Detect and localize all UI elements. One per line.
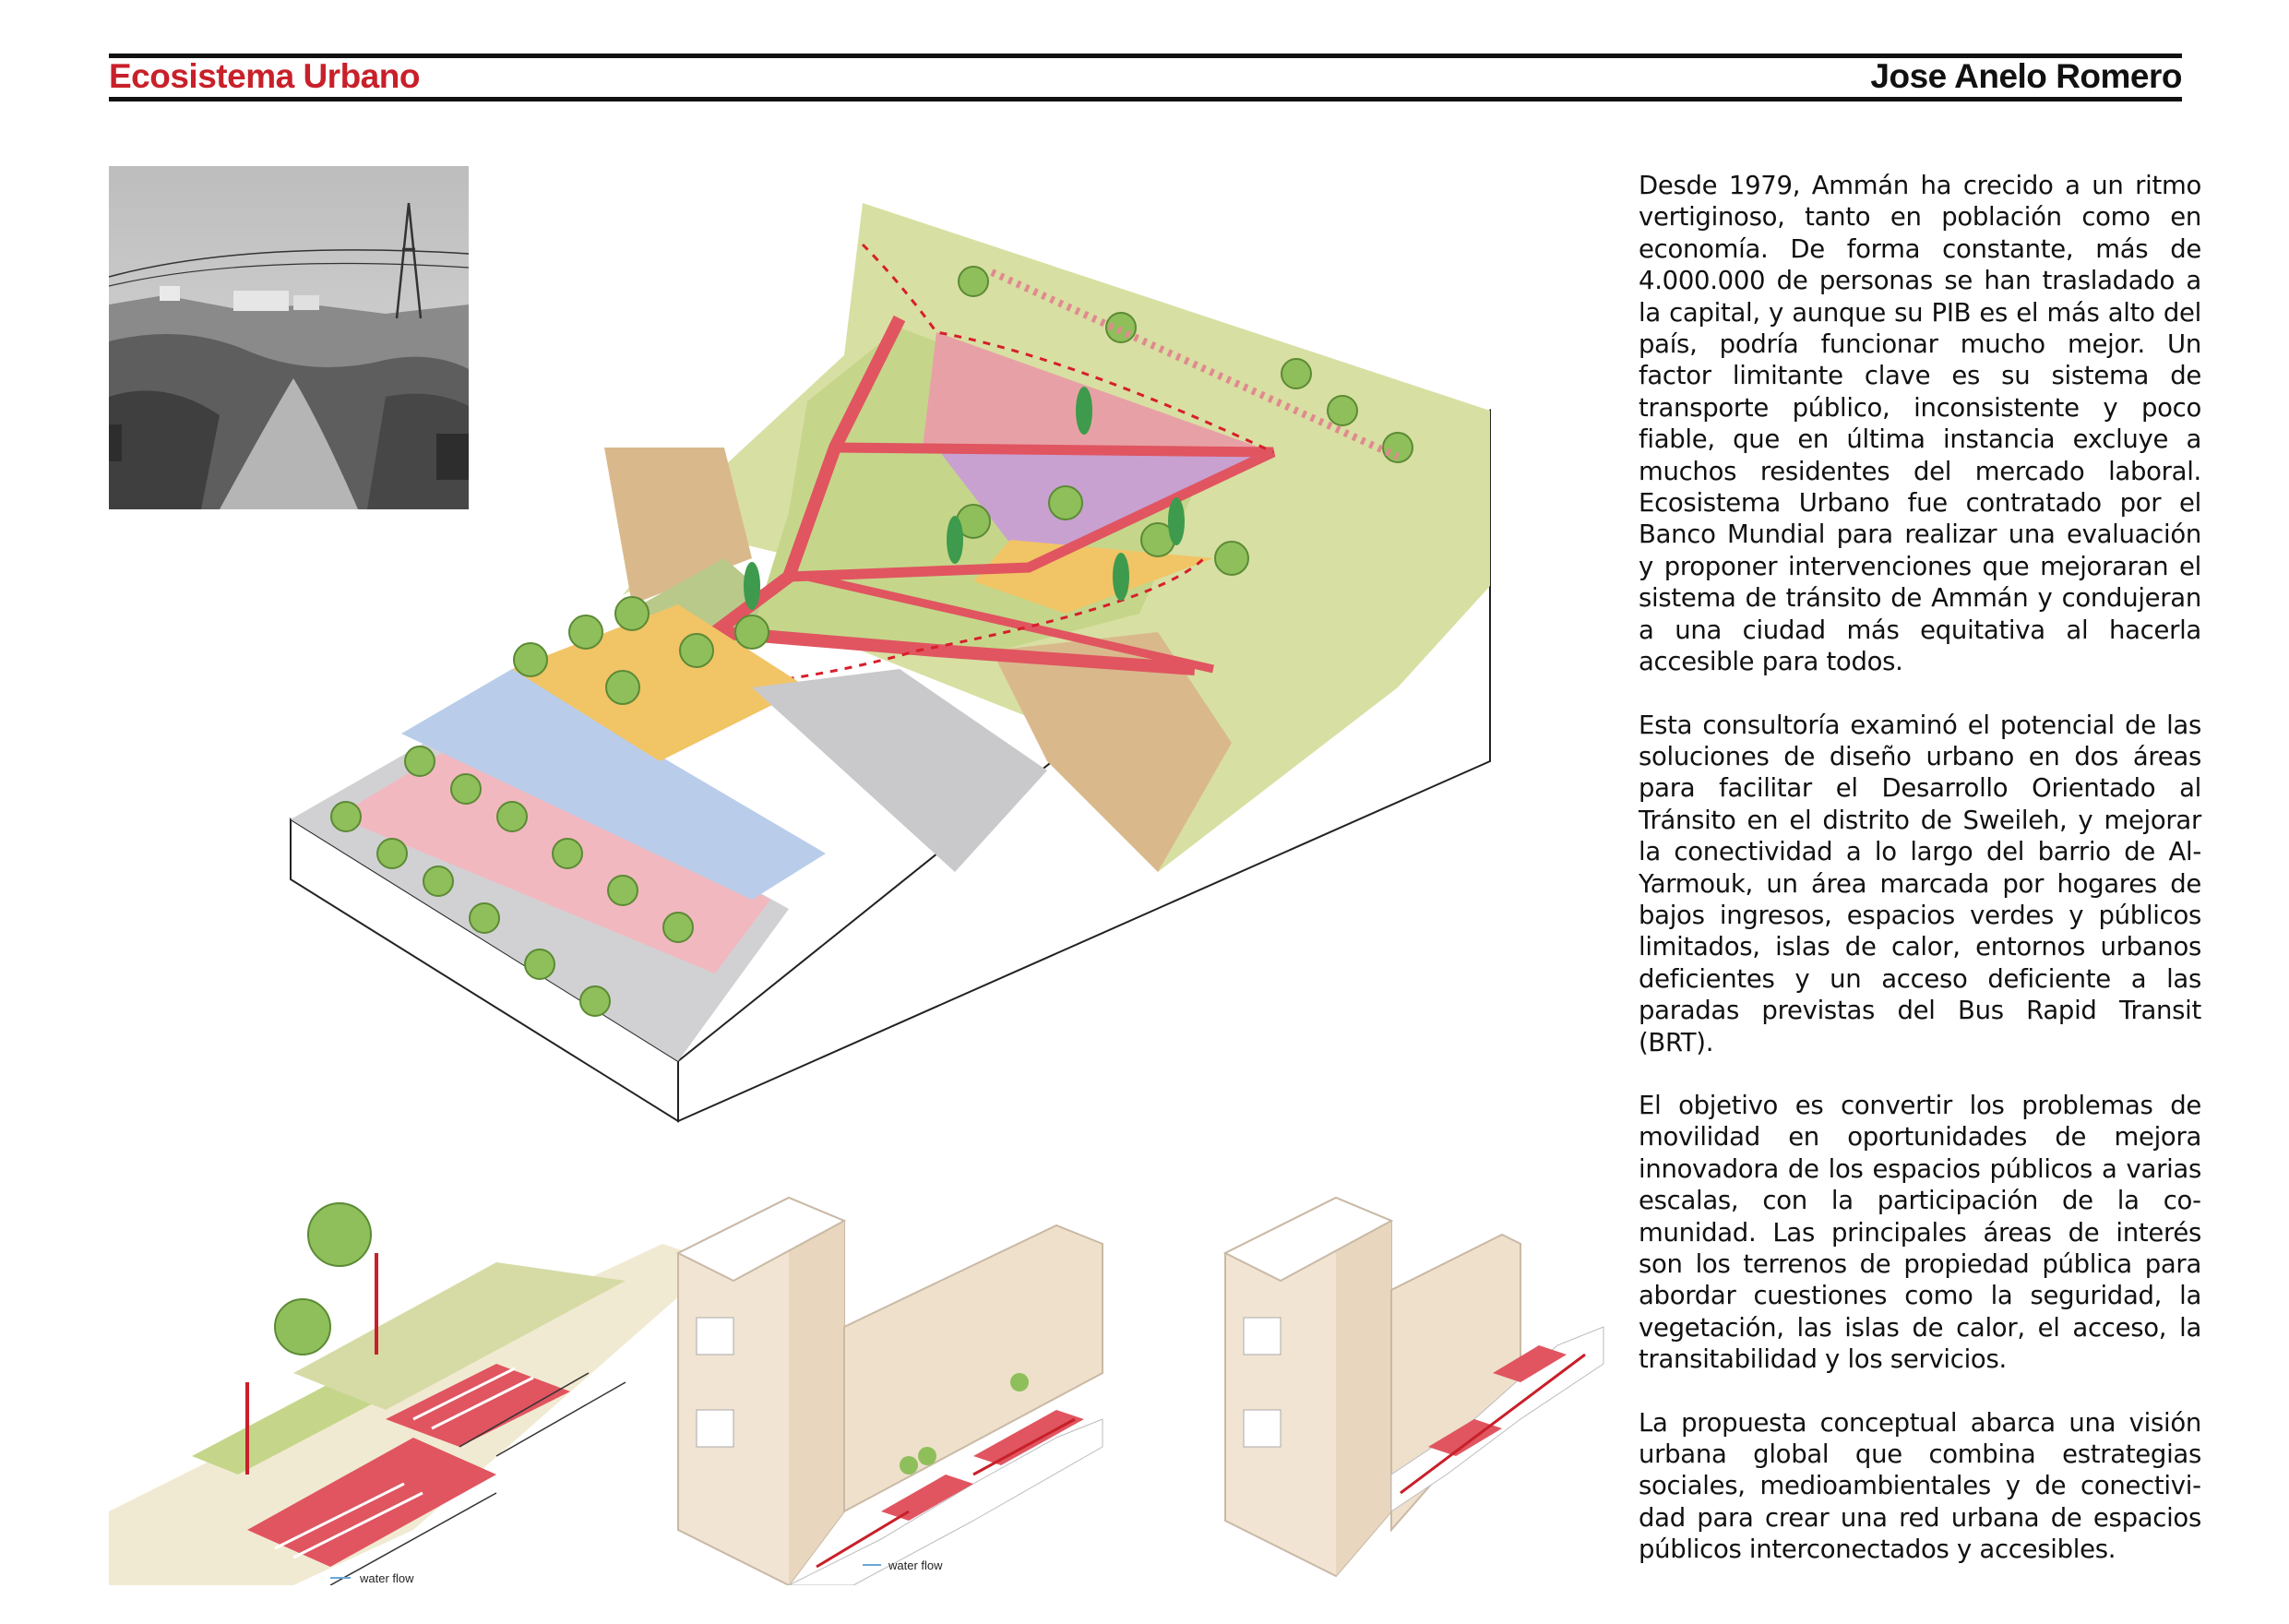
stair-detail-3: [1216, 1142, 1622, 1585]
header-studio-title: Ecosistema Urbano: [109, 57, 420, 95]
header-bottom-rule: [109, 97, 2182, 102]
paragraph-4: La propuesta conceptual abarca una visión urbana global que combina estrategias sociales, medioambientales y de conectividad para crear una red urbana de espacios públicos interconectados y accesibles.: [1639, 1407, 2201, 1565]
body-text-column: [1639, 170, 2201, 1597]
water-flow-label-2: water flow: [888, 1558, 943, 1572]
paragraph-2: Esta consultoría examinó el potencial de las soluciones de diseño urbano en dos áreas para facilitar el Desarrollo Orientado al Tránsito en el distrito de Sweileh, y mejorar la conectividad a lo largo del barrio de Al-Yarmouk, un área marcada por hogares de bajos ingresos, espacios verdes y públicos limitados, islas de calor, entornos urbanos deficientes y un acceso deficiente a las paradas previstas del Bus Rapid Transit (BRT).: [1639, 710, 2201, 1057]
stair-detail-1: [109, 1142, 718, 1585]
paragraph-3: El objetivo es convertir los problemas de movilidad en oportunidades de mejora innovadora de los espacios públicos a varias escalas, con la participación de la comunidad. Las principales áreas de interés son los terrenos de propiedad pública para abordar cuestiones como la seguridad, la vegetación, las islas de calor, el acceso, la transitabilidad y los servicios.: [1639, 1090, 2201, 1375]
header-author-name: Jose Anelo Romero: [1870, 57, 2182, 95]
stair-detail-2: [669, 1142, 1305, 1585]
water-flow-label-1: water flow: [360, 1571, 414, 1585]
paragraph-1: Desde 1979, Ammán ha crecido a un ritmo vertiginoso, tanto en población como en economía. De forma constante, más de 4.000.000 de personas se han trasladado a la capital, y aunque su PIB es el más alto del país, podría funcionar mucho mejor. Un factor limitante clave es su sistema de transporte público, inconsistente y poco fiable, que en última instancia excluye a muchos residentes del mercado laboral. Ecosistema Urbano fue contratado por el Banco Mundial para realizar una evaluación y proponer intervenciones que mejoraran el sistema de tránsito de Ammán y condujeran a una ciudad más equitativa al hacerla accesible para todos.: [1639, 171, 2201, 677]
axonometric-site-drawing: [235, 171, 1545, 1140]
